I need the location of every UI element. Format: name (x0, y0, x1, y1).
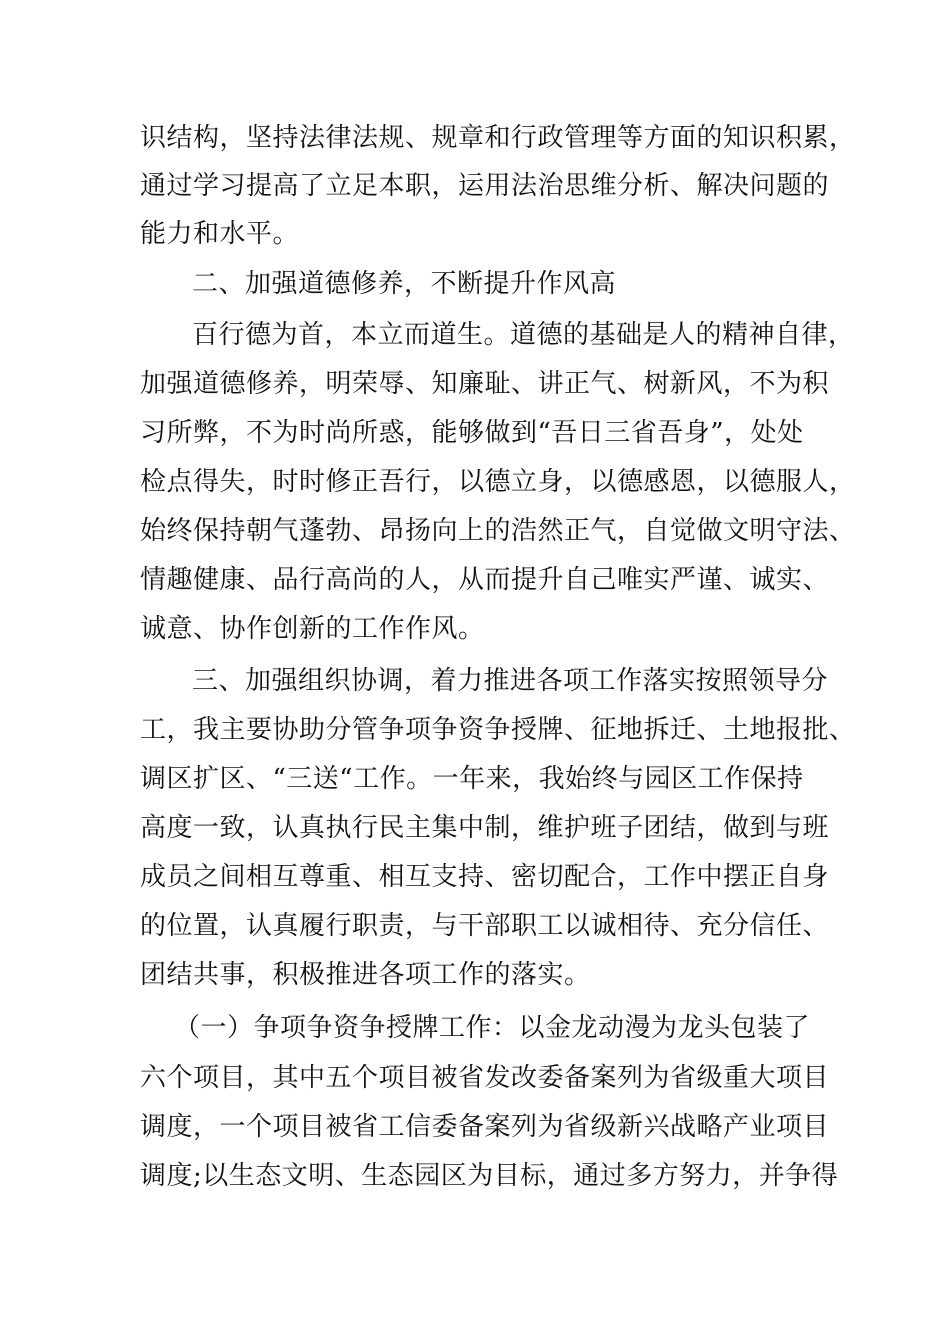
subsection-heading-1: （一）争项争资争授牌工作：以金龙动漫为龙头包装了 (174, 1013, 811, 1043)
text-line-11: 诚意、协作创新的工作作风。 (140, 614, 485, 644)
text-line-16: 成员之间相互尊重、相互支持、密切配合，工作中摆正自身 (140, 862, 830, 892)
section-heading-3: 三、加强组织协调，着力推进各项工作落实按照领导分 (192, 666, 829, 696)
text-line-17: 的位置，认真履行职责，与干部职工以诚相待、充分信任、 (140, 911, 830, 941)
text-line-9: 始终保持朝气蓬勃、昂扬向上的浩然正气，自觉做文明守法、 (140, 516, 856, 546)
text-line-10: 情趣健康、品行高尚的人，从而提升自己唯实严谨、诚实、 (140, 565, 830, 595)
text-line-3: 能力和水平。 (140, 219, 300, 249)
text-line-13: 工，我主要协助分管争项争资争授牌、征地拆迁、土地报批、 (140, 715, 856, 745)
text-line-8: 检点得失，时时修正吾行，以德立身，以德感恩，以德服人， (140, 467, 856, 497)
text-line-6: 加强道德修养，明荣辱、知廉耻、讲正气、树新风，不为积 (140, 369, 830, 399)
text-line-7: 习所弊，不为时尚所惑，能够做到“吾日三省吾身”，处处 (140, 418, 804, 448)
text-line-2: 通过学习提高了立足本职，运用法治思维分析、解决问题的 (140, 171, 830, 201)
text-line-20: 六个项目，其中五个项目被省发改委备案列为省级重大项目 (140, 1063, 830, 1093)
text-line-15: 高度一致，认真执行民主集中制，维护班子团结，做到与班 (140, 813, 830, 843)
text-line-18: 团结共事，积极推进各项工作的落实。 (140, 960, 591, 990)
text-line-14: 调区扩区、“三送“工作。一年来，我始终与园区工作保持 (140, 764, 804, 794)
section-heading-2: 二、加强道德修养，不断提升作风高 (192, 269, 617, 299)
text-line-22: 调度;以生态文明、生态园区为目标，通过多方努力，并争得 (140, 1161, 839, 1191)
text-line-21: 调度，一个项目被省工信委备案列为省级新兴战略产业项目 (140, 1112, 830, 1142)
text-line-5: 百行德为首，本立而道生。道德的基础是人的精神自律， (192, 320, 855, 350)
text-line-1: 识结构，坚持法律法规、规章和行政管理等方面的知识积累， (140, 123, 856, 153)
